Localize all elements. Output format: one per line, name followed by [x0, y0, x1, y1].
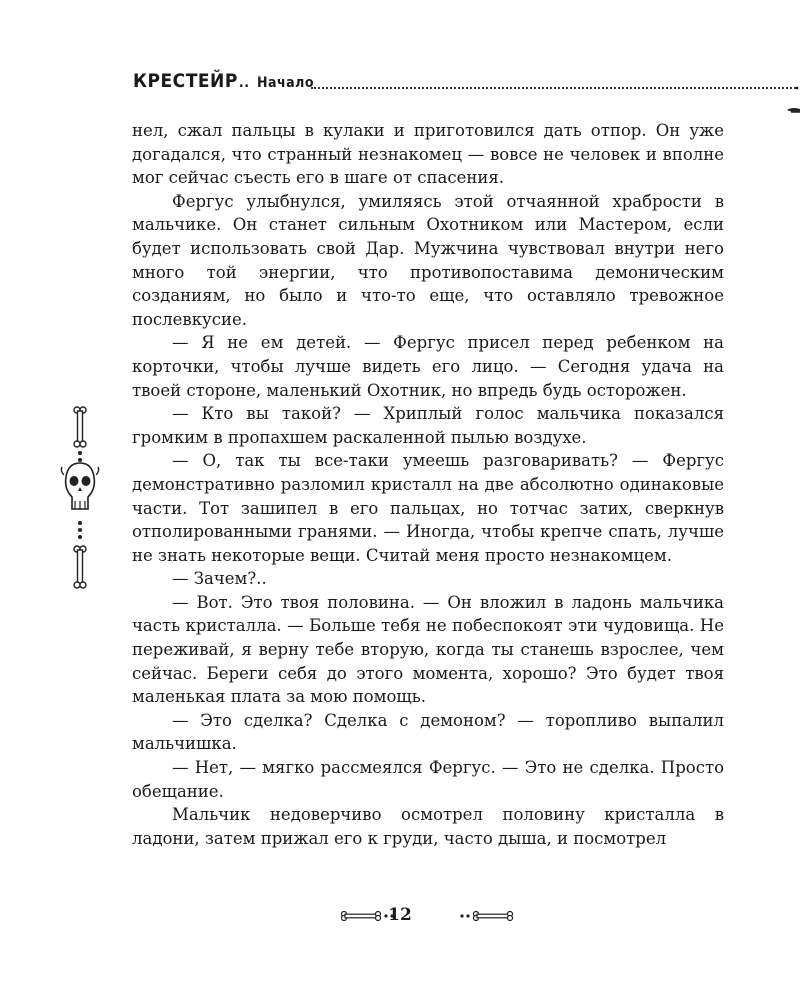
page-footer — [0, 902, 800, 932]
paragraph: Мальчик недоверчиво осмотрел половину кристалла в ладони, затем прижал его к груди, часто дыша, и посмотрел — [132, 805, 724, 848]
book-title — [133, 70, 314, 92]
book-subtitle: Начало — [256, 75, 315, 91]
paragraph: — Вот. Это твоя половина. — Он вложил в ладонь мальчика часть кристалла. — Больше тебя не побеспокоят эти чудовища. Не переживай, я верну тебе вторую, когда ты станешь взрослее, чем сейчас. Береги себя до этого момента, хорошо? Это будет твоя маленькая плата за мою помощь. — [132, 592, 724, 707]
page-number: 12 — [388, 905, 412, 925]
paragraph: нел, сжал пальцы в кулаки и приготовился дать отпор. Он уже догадался, что странный незнакомец — вовсе не человек и вполне мог сейчас съесть его в шаге от спасения. — [132, 121, 724, 188]
page-body — [132, 119, 724, 850]
book-title-main: КРЕСТЕЙР — [133, 70, 238, 92]
paragraph: — Я не ем детей. — Фергус присел перед ребенком на корточки, чтобы лучше видеть его лицо. — Сегодня удача на твоей стороне, маленький Охотник, но впредь будь осторожен. — [132, 333, 724, 400]
paragraph: — Зачем?.. — [172, 569, 267, 589]
title-dots: .. — [238, 75, 250, 91]
running-header — [133, 66, 733, 116]
bone-skull-ornament-icon — [58, 405, 102, 595]
paragraph: Фергус улыбнулся, умиляясь этой отчаянной храбрости в мальчике. Он станет сильным Охотником или Мастером, если будет использовать свой Дар. Мужчина чувствовал внутри него много той энергии, что противопоставима демоническим созданиям, но было и что-то еще, что оставляло тревожное послевкусие. — [132, 191, 724, 329]
paragraph: — Это сделка? Сделка с демоном? — торопливо выпалил мальчишка. — [132, 710, 724, 754]
paragraph: — Нет, — мягко рассмеялся Фергус. — Это не сделка. Просто обещание. — [132, 758, 724, 801]
dotted-leader — [311, 87, 796, 89]
paragraph: — Кто вы такой? — Хриплый голос мальчика показался громким в пропахшем раскаленной пылью воздухе. — [132, 404, 724, 447]
crystal-cluster-icon — [781, 66, 800, 116]
paragraph: — О, так ты все-таки умеешь разговаривать? — Фергус демонстративно разломил кристалл на две абсолютно одинаковые части. Тот зашипел в его пальцах, но тотчас затих, сверкнув отполированными гранями. — Иногда, чтобы крепче спать, лучше не знать некоторые вещи. Считай меня просто незнакомцем. — [132, 451, 724, 565]
bone-ornament-icon — [458, 908, 514, 922]
